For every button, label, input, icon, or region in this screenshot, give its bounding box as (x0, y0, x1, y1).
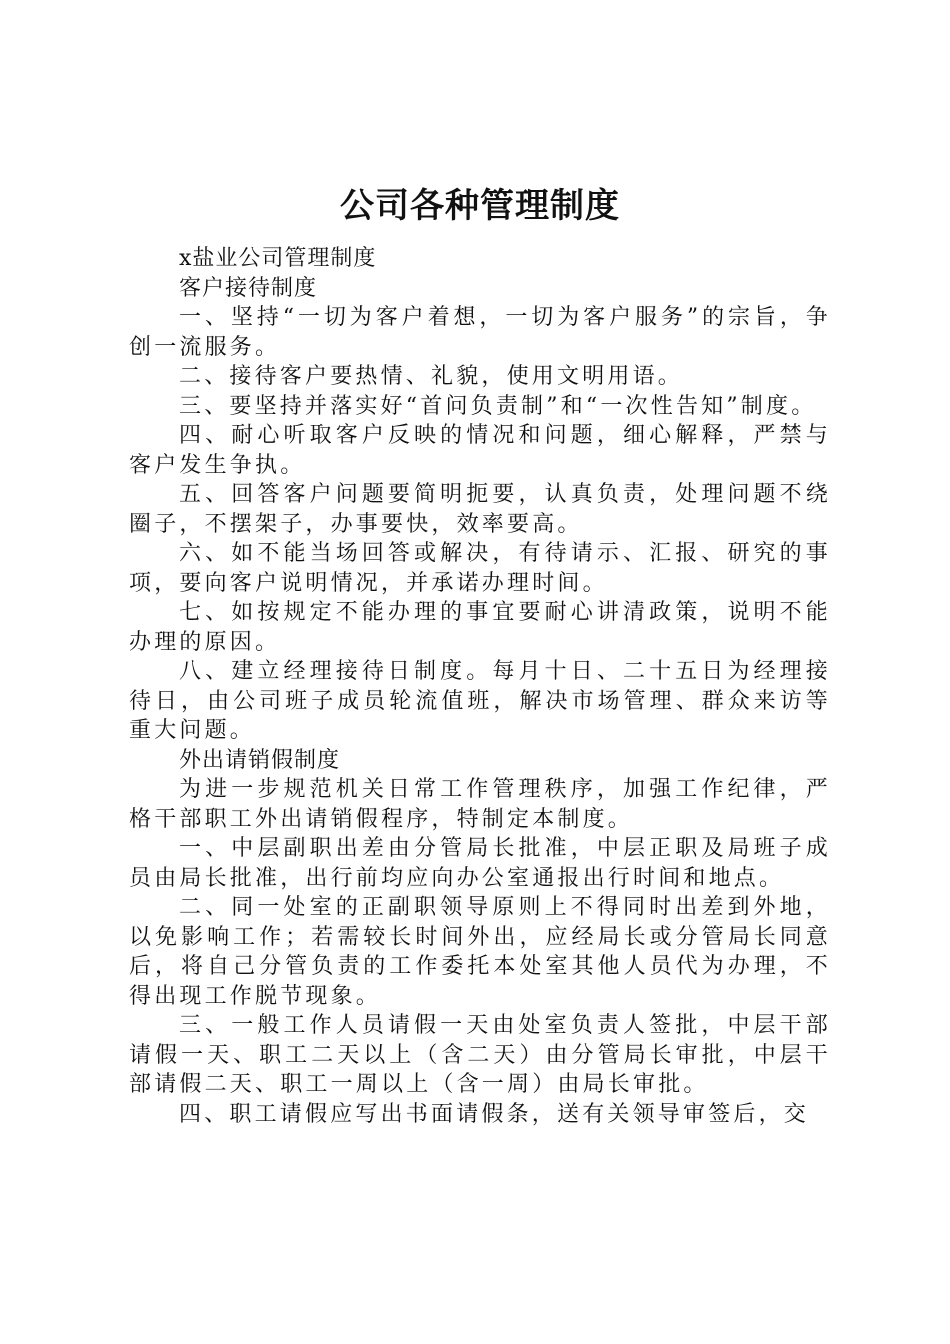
reception-item-7: 七、如按规定不能办理的事宜要耐心讲清政策，说明不能办理的原因。 (129, 600, 831, 655)
section-heading-reception: 客户接待制度 (179, 275, 318, 301)
reception-item-8: 八、建立经理接待日制度。每月十日、二十五日为经理接待日，由公司班子成员轮流值班，解决市场管理、群众来访等重大问题。 (129, 659, 831, 743)
leave-item-2: 二、同一处室的正副职领导原则上不得同时出差到外地，以免影响工作；若需较长时间外出，应经局长或分管局长同意后，将自己分管负责的工作委托本处室其他人员代为办理，不得出现工作脱节现象。 (129, 895, 831, 1009)
company-subtitle: x盐业公司管理制度 (179, 246, 377, 271)
reception-item-4: 四、耐心听取客户反映的情况和问题，细心解释，严禁与客户发生争执。 (129, 423, 831, 478)
reception-item-2: 二、接待客户要热情、礼貌，使用文明用语。 (179, 364, 684, 389)
leave-item-1: 一、中层副职出差由分管局长批准，中层正职及局班子成员由局长批准，出行前均应向办公室通报出行时间和地点。 (129, 836, 831, 891)
reception-item-6: 六、如不能当场回答或解决，有待请示、汇报、研究的事项，要向客户说明情况，并承诺办理时间。 (129, 541, 831, 596)
document-page (129, 180, 831, 1129)
reception-item-5: 五、回答客户问题要简明扼要，认真负责，处理问题不绕圈子，不摆架子，办事要快，效率要高。 (129, 482, 831, 537)
document-title: 公司各种管理制度 (340, 186, 620, 226)
leave-item-3: 三、一般工作人员请假一天由处室负责人签批，中层干部请假一天、职工二天以上（含二天）由分管局长审批，中层干部请假二天、职工一周以上（含一周）由局长审批。 (129, 1013, 831, 1097)
leave-intro: 为进一步规范机关日常工作管理秩序，加强工作纪律，严格干部职工外出请销假程序，特制定本制度。 (129, 777, 831, 832)
leave-item-4: 四、职工请假应写出书面请假条，送有关领导审签后，交 (179, 1101, 810, 1127)
section-heading-leave: 外出请销假制度 (179, 747, 341, 773)
reception-item-3: 三、要坚持并落实好“首问负责制”和“一次性告知”制度。 (179, 393, 817, 419)
reception-item-1: 一、坚持“一切为客户着想，一切为客户服务”的宗旨，争创一流服务。 (129, 305, 831, 360)
